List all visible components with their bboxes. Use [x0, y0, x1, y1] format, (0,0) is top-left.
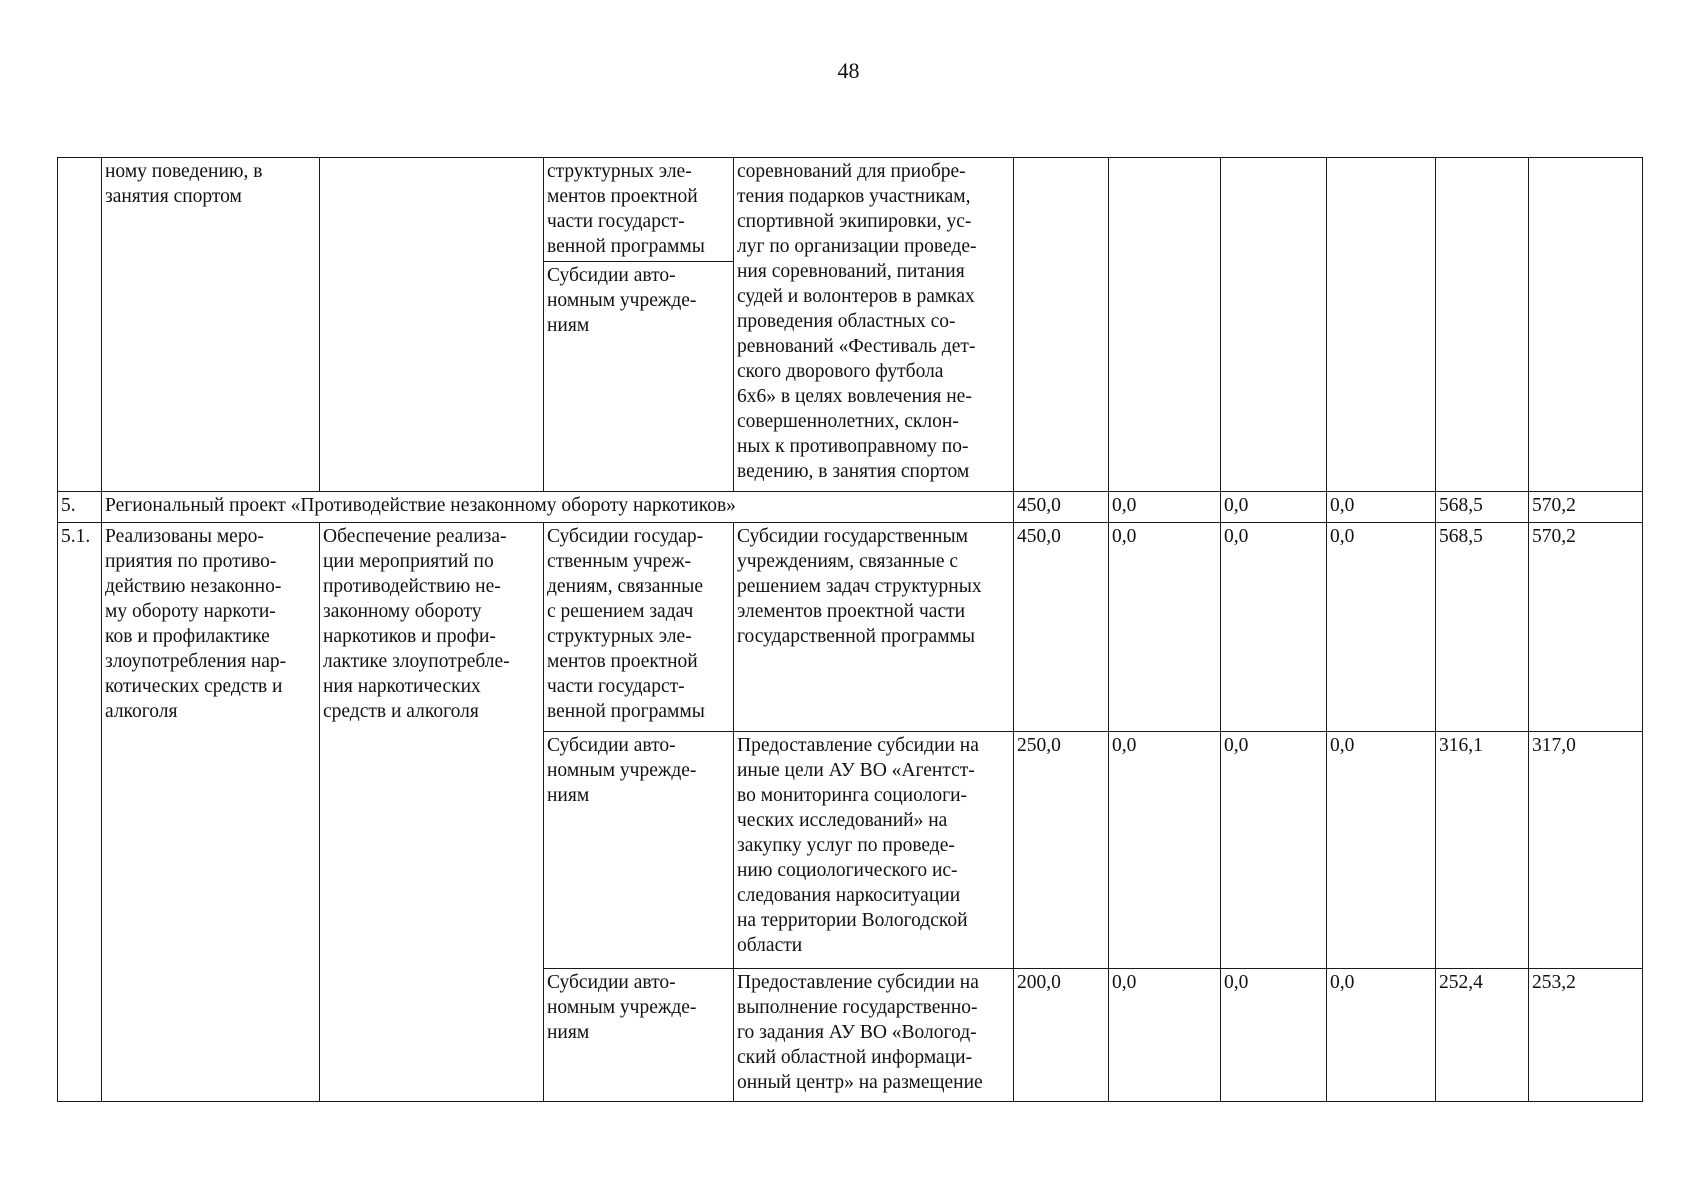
continuation-row: [58, 158, 1643, 262]
cell-value: 0,0: [1327, 969, 1436, 1102]
cell-value: 0,0: [1109, 732, 1221, 969]
cell-subsidy-type: Субсидии государ- ственным учреж- дениям, связанные с решением задач структурных эле- ментов проектной части государст- венной программы: [544, 523, 734, 732]
cell-value: [1436, 158, 1529, 492]
cell-value: 0,0: [1109, 523, 1221, 732]
cell-value: 0,0: [1327, 732, 1436, 969]
cell-value: 0,0: [1221, 732, 1327, 969]
cell-value: [1014, 158, 1109, 492]
cell-num: 5.1.: [58, 523, 102, 1102]
cell-value: 0,0: [1221, 523, 1327, 732]
cell-measure: Обеспечение реализа- ции мероприятий по противодействию не- законному обороту наркотиков и профи- лактике злоупотребле- ния наркотических средств и алкоголя: [320, 523, 544, 1102]
cell-value: 570,2: [1529, 523, 1643, 732]
cell-description: соревнований для приобре- тения подарков участникам, спортивной экипировки, ус- луг по организации проведе- ния соревнований, питания судей и волонтеров в рамках проведения областных со- ревнований «Фестиваль дет- ского дворового футбола 6х6» в целях вовлечения не- совершеннолетних, склон- ных к противоправному по- ведению, в занятия спортом: [734, 158, 1014, 492]
cell-subsidy-type: Субсидии авто- номным учрежде- ниям: [544, 262, 734, 492]
cell-description: Предоставление субсидии на иные цели АУ ВО «Агентст- во мониторинга социологи- ческих исследований» на закупку услуг по проведе- нию социологического ис- следования наркоситуации на территории Вологодской области: [734, 732, 1014, 969]
cell-measure: [320, 158, 544, 492]
cell-num: [58, 158, 102, 492]
cell-subsidy-type: Субсидии авто- номным учрежде- ниям: [544, 969, 734, 1102]
cell-value: 0,0: [1221, 492, 1327, 523]
cell-value: 568,5: [1436, 492, 1529, 523]
cell-value: 450,0: [1014, 523, 1109, 732]
cell-value: 450,0: [1014, 492, 1109, 523]
cell-value: 570,2: [1529, 492, 1643, 523]
cell-result: Реализованы меро- приятия по противо- действию незаконно- му обороту наркоти- ков и профилактике злоупотребления нар- котических средств и алкоголя: [102, 523, 320, 1102]
table-row-5-1: [58, 523, 1643, 732]
cell-value: [1327, 158, 1436, 492]
cell-value: [1529, 158, 1643, 492]
cell-value: 250,0: [1014, 732, 1109, 969]
cell-value: [1221, 158, 1327, 492]
cell-value: 200,0: [1014, 969, 1109, 1102]
cell-num: 5.: [58, 492, 102, 523]
page-number: 48: [837, 58, 860, 83]
cell-description: Субсидии государственным учреждениям, связанные с решением задач структурных элементов проектной части государственной программы: [734, 523, 1014, 732]
cell-value: 0,0: [1221, 969, 1327, 1102]
cell-project-title: Региональный проект «Противодействие незаконному обороту наркотиков»: [102, 492, 1014, 523]
cell-result: ному поведению, в занятия спортом: [102, 158, 320, 492]
cell-value: 0,0: [1327, 492, 1436, 523]
cell-value: 317,0: [1529, 732, 1643, 969]
budget-table: [57, 157, 1643, 1102]
cell-value: 0,0: [1109, 492, 1221, 523]
cell-subsidy-type: Субсидии авто- номным учрежде- ниям: [544, 732, 734, 969]
cell-value: 0,0: [1327, 523, 1436, 732]
cell-value: [1109, 158, 1221, 492]
cell-value: 0,0: [1109, 969, 1221, 1102]
cell-value: 253,2: [1529, 969, 1643, 1102]
cell-value: 316,1: [1436, 732, 1529, 969]
cell-value: 252,4: [1436, 969, 1529, 1102]
cell-description: Предоставление субсидии на выполнение государственно- го задания АУ ВО «Вологод- ский областной информаци- онный центр» на размещение: [734, 969, 1014, 1102]
table-row-5: [58, 492, 1643, 523]
cell-value: 568,5: [1436, 523, 1529, 732]
cell-subsidy-type: структурных эле- ментов проектной части государст- венной программы: [544, 158, 734, 262]
